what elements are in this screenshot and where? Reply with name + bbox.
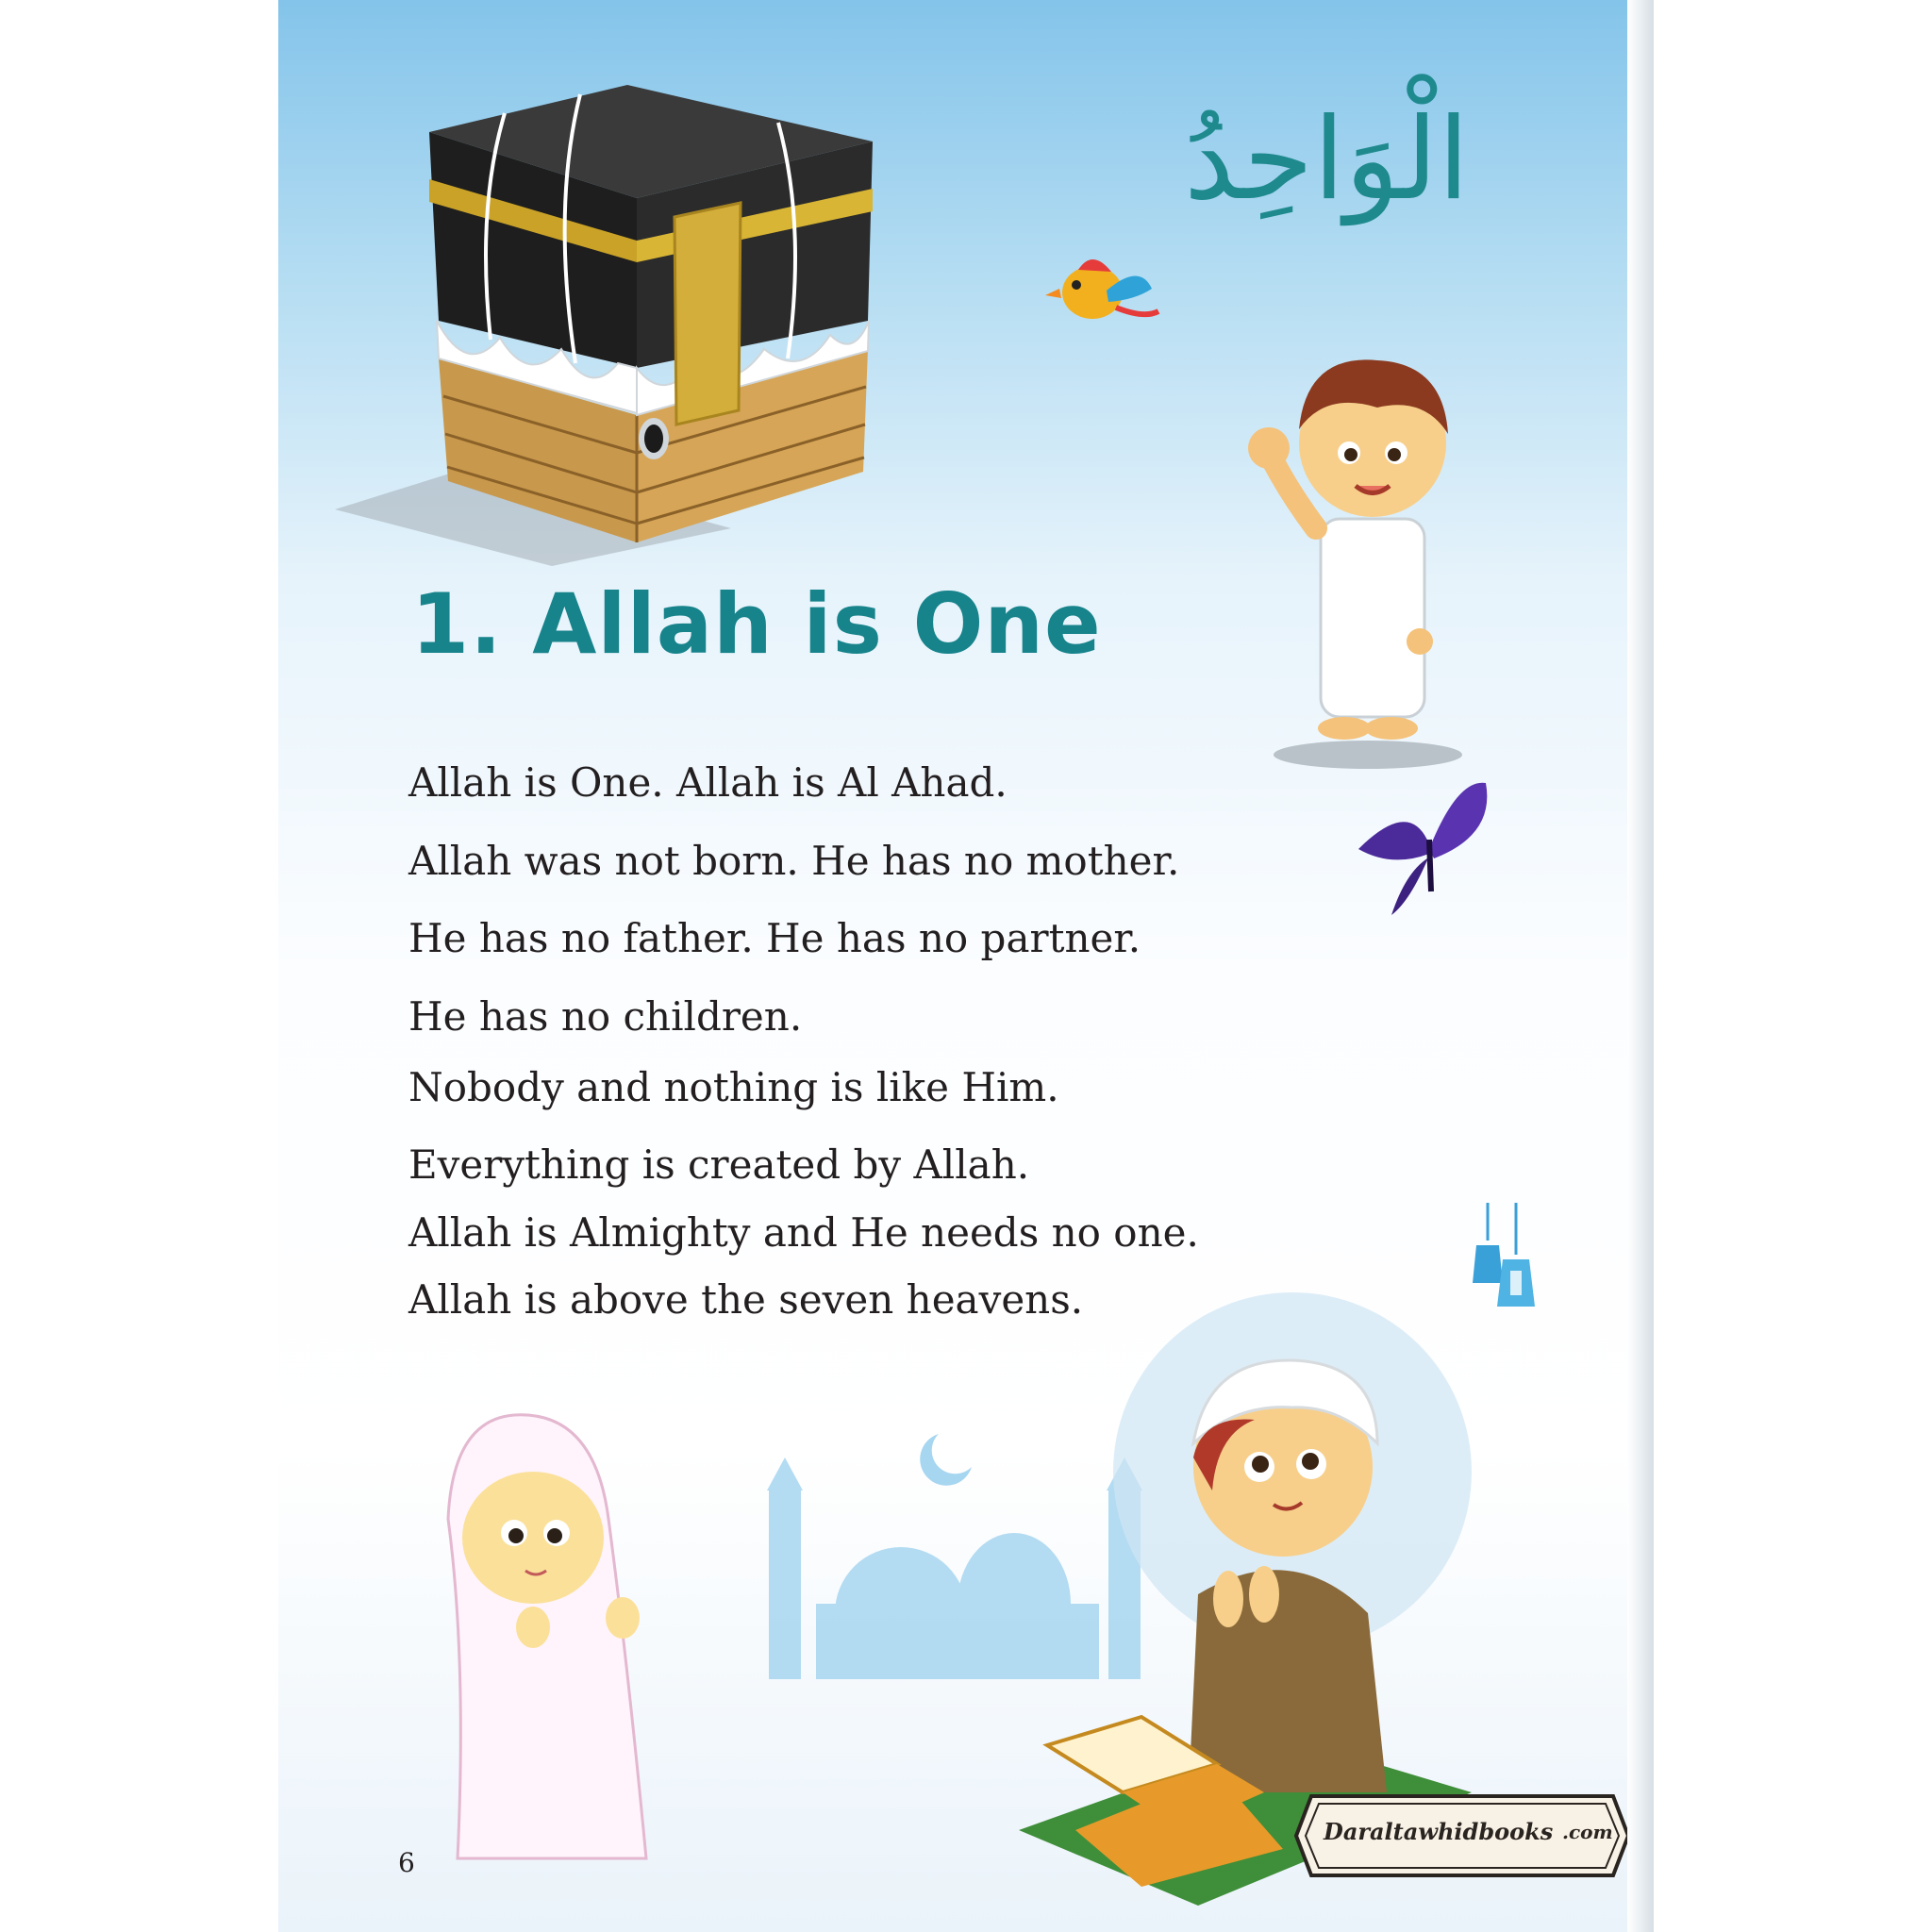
page-number: 6	[398, 1847, 415, 1878]
body-line: Allah is Almighty and He needs no one.	[408, 1209, 1199, 1256]
watermark-name: Daraltawhidbooks	[1324, 1818, 1554, 1845]
butterfly-illustration	[1354, 778, 1505, 920]
body-line: Allah is above the seven heavens.	[408, 1276, 1084, 1323]
girl-praying-illustration	[410, 1415, 712, 1887]
body-line: He has no children.	[408, 993, 803, 1040]
body-line: He has no father. He has no partner.	[408, 915, 1141, 961]
body-line: Everything is created by Allah.	[408, 1141, 1030, 1188]
page-edge	[1627, 0, 1654, 1932]
watermark-badge	[1292, 1792, 1632, 1879]
book-page	[278, 0, 1654, 1932]
boy-waving-illustration	[1250, 340, 1486, 774]
kaaba-illustration	[335, 38, 1108, 547]
body-line: Allah was not born. He has no mother.	[408, 838, 1180, 884]
watermark-tld: .com	[1562, 1821, 1613, 1843]
arabic-title: الْوَاحِدُ	[1184, 94, 1470, 225]
body-line: Allah is One. Allah is Al Ahad.	[408, 759, 1008, 806]
body-line: Nobody and nothing is like Him.	[408, 1064, 1059, 1110]
bird-illustration	[1041, 243, 1163, 338]
lesson-heading: 1. Allah is One	[411, 575, 1102, 673]
